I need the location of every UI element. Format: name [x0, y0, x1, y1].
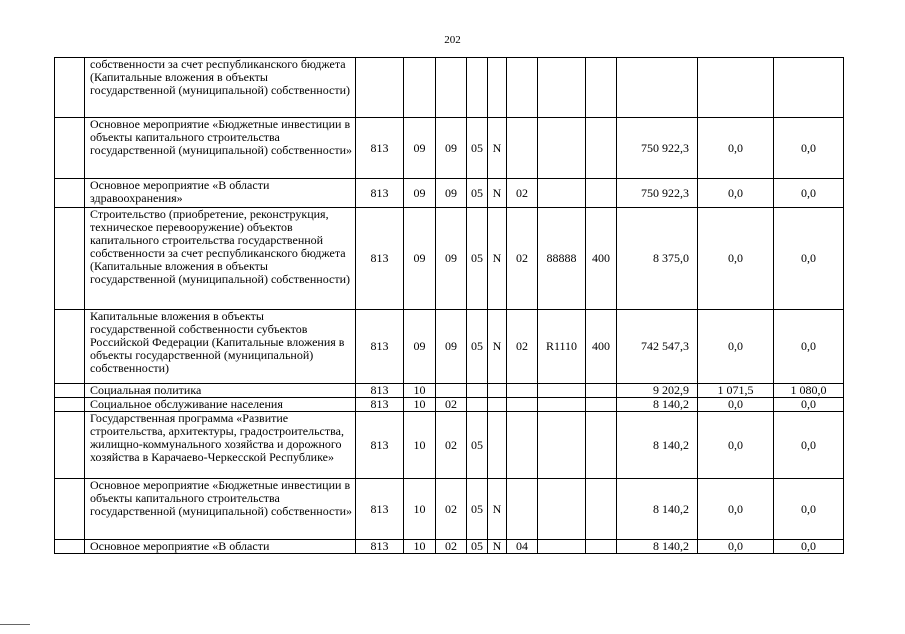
csr2-cell: N	[488, 179, 507, 208]
csr2-cell	[488, 58, 507, 118]
grbs-cell: 813	[356, 412, 404, 479]
vr-cell	[586, 118, 617, 179]
table-row	[55, 58, 844, 118]
pr-cell: 09	[436, 179, 467, 208]
num-cell	[55, 118, 85, 179]
grbs-cell	[356, 58, 404, 118]
budget-table	[54, 57, 844, 554]
csr1-cell: 05	[467, 118, 488, 179]
csr3-cell: 04	[507, 540, 538, 554]
csr3-cell: 02	[507, 310, 538, 384]
csr2-cell	[488, 412, 507, 479]
csr1-cell: 05	[467, 479, 488, 540]
year1-cell	[617, 58, 698, 118]
grbs-cell: 813	[356, 384, 404, 398]
year3-cell: 0,0	[774, 118, 844, 179]
year1-cell: 8 140,2	[617, 412, 698, 479]
grbs-cell: 813	[356, 479, 404, 540]
scan-edge-mark	[0, 624, 30, 625]
num-cell	[55, 398, 85, 412]
page-number: 202	[444, 34, 461, 46]
num-cell	[55, 310, 85, 384]
table-row	[55, 118, 844, 179]
csr3-cell	[507, 384, 538, 398]
rz-cell: 10	[404, 540, 436, 554]
name-cell: Основное мероприятие «Бюджетные инвестиции в объекты капитального строительства государственной (муниципальной) собственности»	[85, 479, 356, 540]
csr2-cell	[488, 384, 507, 398]
vr-cell	[586, 412, 617, 479]
table-row	[55, 384, 844, 398]
name-cell: Основное мероприятие «В области	[85, 540, 356, 554]
vr-cell: 400	[586, 310, 617, 384]
year2-cell: 0,0	[698, 179, 774, 208]
num-cell	[55, 384, 85, 398]
year1-cell: 742 547,3	[617, 310, 698, 384]
csr2-cell: N	[488, 310, 507, 384]
csr4-cell	[538, 479, 586, 540]
year3-cell: 0,0	[774, 179, 844, 208]
year3-cell: 0,0	[774, 540, 844, 554]
table-row	[55, 412, 844, 479]
csr4-cell	[538, 540, 586, 554]
rz-cell: 10	[404, 384, 436, 398]
year3-cell: 0,0	[774, 479, 844, 540]
year2-cell: 0,0	[698, 412, 774, 479]
csr3-cell: 02	[507, 208, 538, 310]
vr-cell	[586, 479, 617, 540]
num-cell	[55, 179, 85, 208]
csr3-cell	[507, 398, 538, 412]
vr-cell	[586, 58, 617, 118]
grbs-cell: 813	[356, 118, 404, 179]
csr1-cell: 05	[467, 179, 488, 208]
num-cell	[55, 58, 85, 118]
year2-cell: 0,0	[698, 310, 774, 384]
grbs-cell: 813	[356, 310, 404, 384]
year2-cell: 0,0	[698, 118, 774, 179]
vr-cell	[586, 179, 617, 208]
rz-cell: 09	[404, 118, 436, 179]
year1-cell: 750 922,3	[617, 179, 698, 208]
csr3-cell	[507, 58, 538, 118]
year1-cell: 8 140,2	[617, 479, 698, 540]
year1-cell: 8 375,0	[617, 208, 698, 310]
year3-cell: 1 080,0	[774, 384, 844, 398]
csr4-cell	[538, 384, 586, 398]
pr-cell: 02	[436, 479, 467, 540]
csr1-cell	[467, 398, 488, 412]
year2-cell: 0,0	[698, 208, 774, 310]
rz-cell: 10	[404, 479, 436, 540]
vr-cell	[586, 398, 617, 412]
year3-cell: 0,0	[774, 208, 844, 310]
num-cell	[55, 540, 85, 554]
year3-cell	[774, 58, 844, 118]
pr-cell	[436, 58, 467, 118]
year1-cell: 8 140,2	[617, 540, 698, 554]
csr1-cell: 05	[467, 412, 488, 479]
name-cell: Социальное обслуживание населения	[85, 398, 356, 412]
grbs-cell: 813	[356, 179, 404, 208]
rz-cell: 09	[404, 310, 436, 384]
name-cell: Основное мероприятие «Бюджетные инвестиции в объекты капитального строительства государственной (муниципальной) собственности»	[85, 118, 356, 179]
num-cell	[55, 412, 85, 479]
year1-cell: 8 140,2	[617, 398, 698, 412]
vr-cell	[586, 540, 617, 554]
table-row	[55, 479, 844, 540]
csr2-cell: N	[488, 479, 507, 540]
vr-cell	[586, 384, 617, 398]
grbs-cell: 813	[356, 398, 404, 412]
grbs-cell: 813	[356, 540, 404, 554]
name-cell: Строительство (приобретение, реконструкция, техническое перевооружение) объектов капитального строительства государственной собственности за счет республиканского бюджета (Капитальные вложения в объекты государственной (муниципальной) собственности)	[85, 208, 356, 310]
year1-cell: 9 202,9	[617, 384, 698, 398]
csr4-cell: R1110	[538, 310, 586, 384]
rz-cell: 09	[404, 179, 436, 208]
csr4-cell	[538, 58, 586, 118]
csr3-cell	[507, 412, 538, 479]
grbs-cell: 813	[356, 208, 404, 310]
table-row	[55, 179, 844, 208]
pr-cell: 09	[436, 310, 467, 384]
table-row	[55, 310, 844, 384]
year3-cell: 0,0	[774, 412, 844, 479]
csr1-cell: 05	[467, 310, 488, 384]
name-cell: Капитальные вложения в объекты государственной собственности субъектов Российской Федерации (Капитальные вложения в объекты государственной (муниципальной) собственности)	[85, 310, 356, 384]
year1-cell: 750 922,3	[617, 118, 698, 179]
csr4-cell	[538, 179, 586, 208]
num-cell	[55, 208, 85, 310]
csr2-cell: N	[488, 540, 507, 554]
name-cell: Государственная программа «Развитие строительства, архитектуры, градостроительства, жилищно-коммунального хозяйства и дорожного хозяйства в Карачаево-Черкесской Республике»	[85, 412, 356, 479]
rz-cell: 10	[404, 398, 436, 412]
vr-cell: 400	[586, 208, 617, 310]
year2-cell: 0,0	[698, 479, 774, 540]
name-cell: Социальная политика	[85, 384, 356, 398]
year2-cell: 0,0	[698, 540, 774, 554]
csr2-cell: N	[488, 208, 507, 310]
csr3-cell	[507, 479, 538, 540]
name-cell: собственности за счет республиканского бюджета (Капитальные вложения в объекты государственной (муниципальной) собственности)	[85, 58, 356, 118]
year3-cell: 0,0	[774, 310, 844, 384]
pr-cell: 02	[436, 412, 467, 479]
csr2-cell	[488, 398, 507, 412]
year3-cell: 0,0	[774, 398, 844, 412]
csr1-cell	[467, 384, 488, 398]
csr1-cell	[467, 58, 488, 118]
year2-cell	[698, 58, 774, 118]
pr-cell: 09	[436, 208, 467, 310]
table-row	[55, 398, 844, 412]
pr-cell: 09	[436, 118, 467, 179]
num-cell	[55, 479, 85, 540]
pr-cell	[436, 384, 467, 398]
rz-cell: 10	[404, 412, 436, 479]
csr3-cell: 02	[507, 179, 538, 208]
csr2-cell: N	[488, 118, 507, 179]
table-row	[55, 540, 844, 554]
csr4-cell	[538, 118, 586, 179]
rz-cell: 09	[404, 208, 436, 310]
csr1-cell: 05	[467, 208, 488, 310]
csr3-cell	[507, 118, 538, 179]
csr4-cell: 88888	[538, 208, 586, 310]
year2-cell: 0,0	[698, 398, 774, 412]
pr-cell: 02	[436, 540, 467, 554]
rz-cell	[404, 58, 436, 118]
csr4-cell	[538, 412, 586, 479]
name-cell: Основное мероприятие «В области здравоохранения»	[85, 179, 356, 208]
year2-cell: 1 071,5	[698, 384, 774, 398]
table-row	[55, 208, 844, 310]
csr4-cell	[538, 398, 586, 412]
pr-cell: 02	[436, 398, 467, 412]
csr1-cell: 05	[467, 540, 488, 554]
